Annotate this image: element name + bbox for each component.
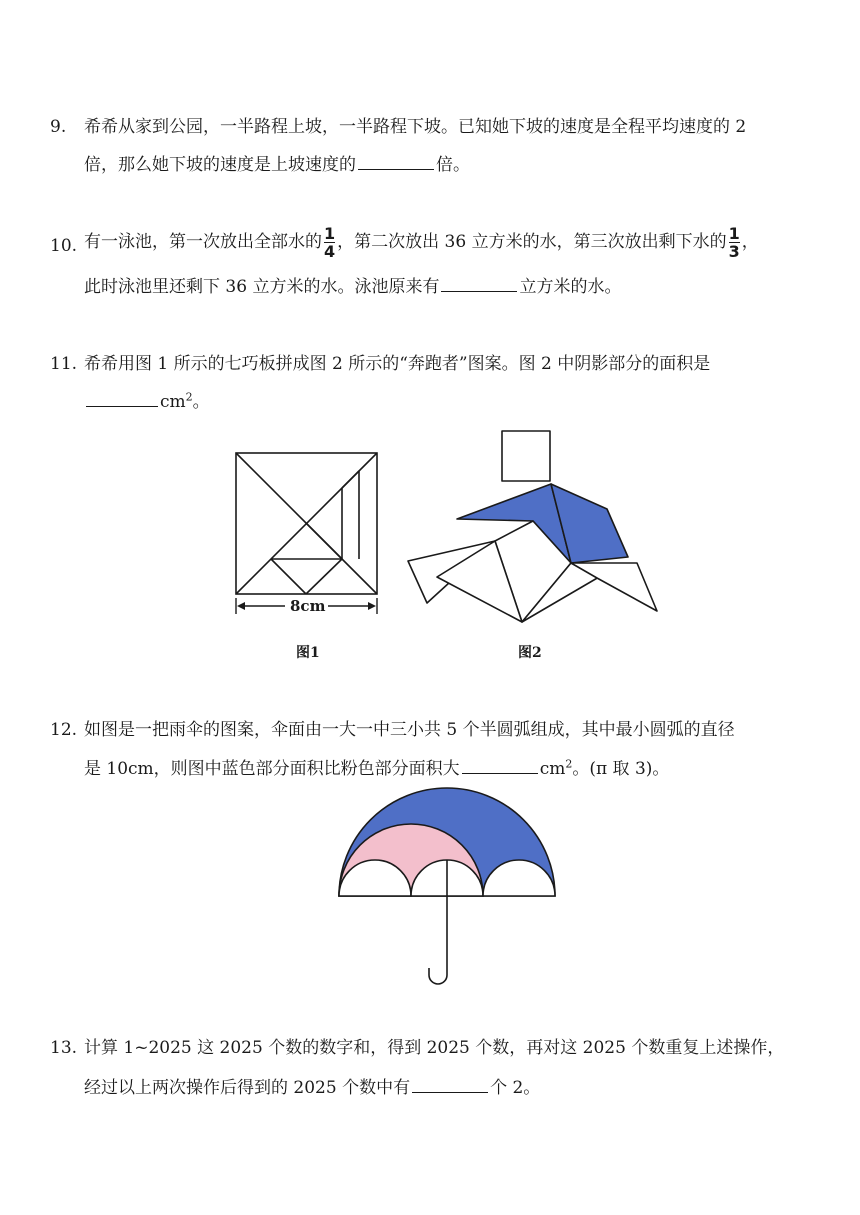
small-semicircle-1 (339, 860, 411, 896)
fig2-caption: 图2 (518, 645, 542, 661)
tangram-line (342, 471, 359, 488)
answer-blank[interactable] (441, 275, 517, 292)
runner-body-triangle (495, 521, 571, 622)
answer-blank[interactable] (358, 153, 434, 170)
question-text-line-2: 此时泳池里还剩下 36 立方米的水。泳池原来有 立方米的水。 (84, 277, 622, 297)
runner-leg-right (522, 563, 599, 622)
question-text-line-1: 希希用图 1 所示的七巧板拼成图 2 所示的“奔跑者”图案。图 2 中阴影部分的面积是 (84, 354, 711, 374)
umbrella-handle (429, 860, 447, 984)
question-text-line-1: 有一泳池，第一次放出全部水的 $\frac{1}{4}$ ，第二次放出 36 立方米的水，第三次放出剩下水的 $\frac{1}{3}$ ， (84, 224, 759, 261)
medium-semicircle-pink (339, 824, 483, 896)
answer-blank[interactable] (412, 1076, 488, 1093)
shaded-piece-right (551, 484, 628, 563)
tangram-line (342, 559, 377, 594)
question-text-line-1: 如图是一把雨伞的图案，伞面由一大一中三小共 5 个半圆弧组成，其中最小圆弧的直径 (84, 720, 735, 740)
question-number: 11. (50, 354, 78, 374)
question-text-line-2: 是 10cm，则图中蓝色部分面积比粉色部分面积大 $cm^2$。(π 取 3)。 (84, 757, 670, 779)
tangram-line (271, 559, 306, 594)
question-number: 10. (50, 236, 78, 256)
question-text-line-1: 希希从家到公园，一半路程上坡，一半路程下坡。已知她下坡的速度是全程平均速度的 2 (84, 117, 747, 137)
runner-left-foot-triangle (408, 541, 495, 603)
fraction-one-quarter: $\frac{1}{4}$ (324, 224, 336, 261)
question-text-line-2: 经过以上两次操作后得到的 2025 个数中有 个 2。 (84, 1078, 541, 1098)
question-text-line-2: 倍，那么她下坡的速度是上坡速度的 倍。 (84, 155, 470, 175)
question-text-line-2: $cm^2$。 (84, 390, 210, 414)
large-semicircle-blue (339, 788, 555, 896)
tangram-line (306, 523, 342, 559)
fig1-dimension-label: 8cm (290, 597, 326, 615)
answer-blank[interactable] (462, 757, 538, 774)
tangram-line (236, 453, 377, 594)
question-number: 9. (50, 117, 67, 137)
tangram-square-outline (236, 453, 377, 594)
runner-right-foot (571, 563, 657, 611)
question-text-line-1: 计算 1~2025 这 2025 个数的数字和，得到 2025 个数，再对这 2025 个数重复上述操作， (84, 1038, 785, 1058)
answer-blank[interactable] (86, 390, 158, 407)
question-number: 13. (50, 1038, 78, 1058)
fig1-caption: 图1 (296, 645, 320, 661)
small-semicircle-2 (411, 860, 483, 896)
tangram-line (236, 453, 342, 559)
shaded-piece-left (457, 484, 571, 563)
runner-leg-triangle (437, 541, 522, 622)
question-number: 12. (50, 720, 78, 740)
tangram-line (306, 559, 342, 594)
small-semicircle-3 (483, 860, 555, 896)
runner-head-square (502, 431, 550, 481)
fraction-one-third: $\frac{1}{3}$ (728, 224, 740, 261)
